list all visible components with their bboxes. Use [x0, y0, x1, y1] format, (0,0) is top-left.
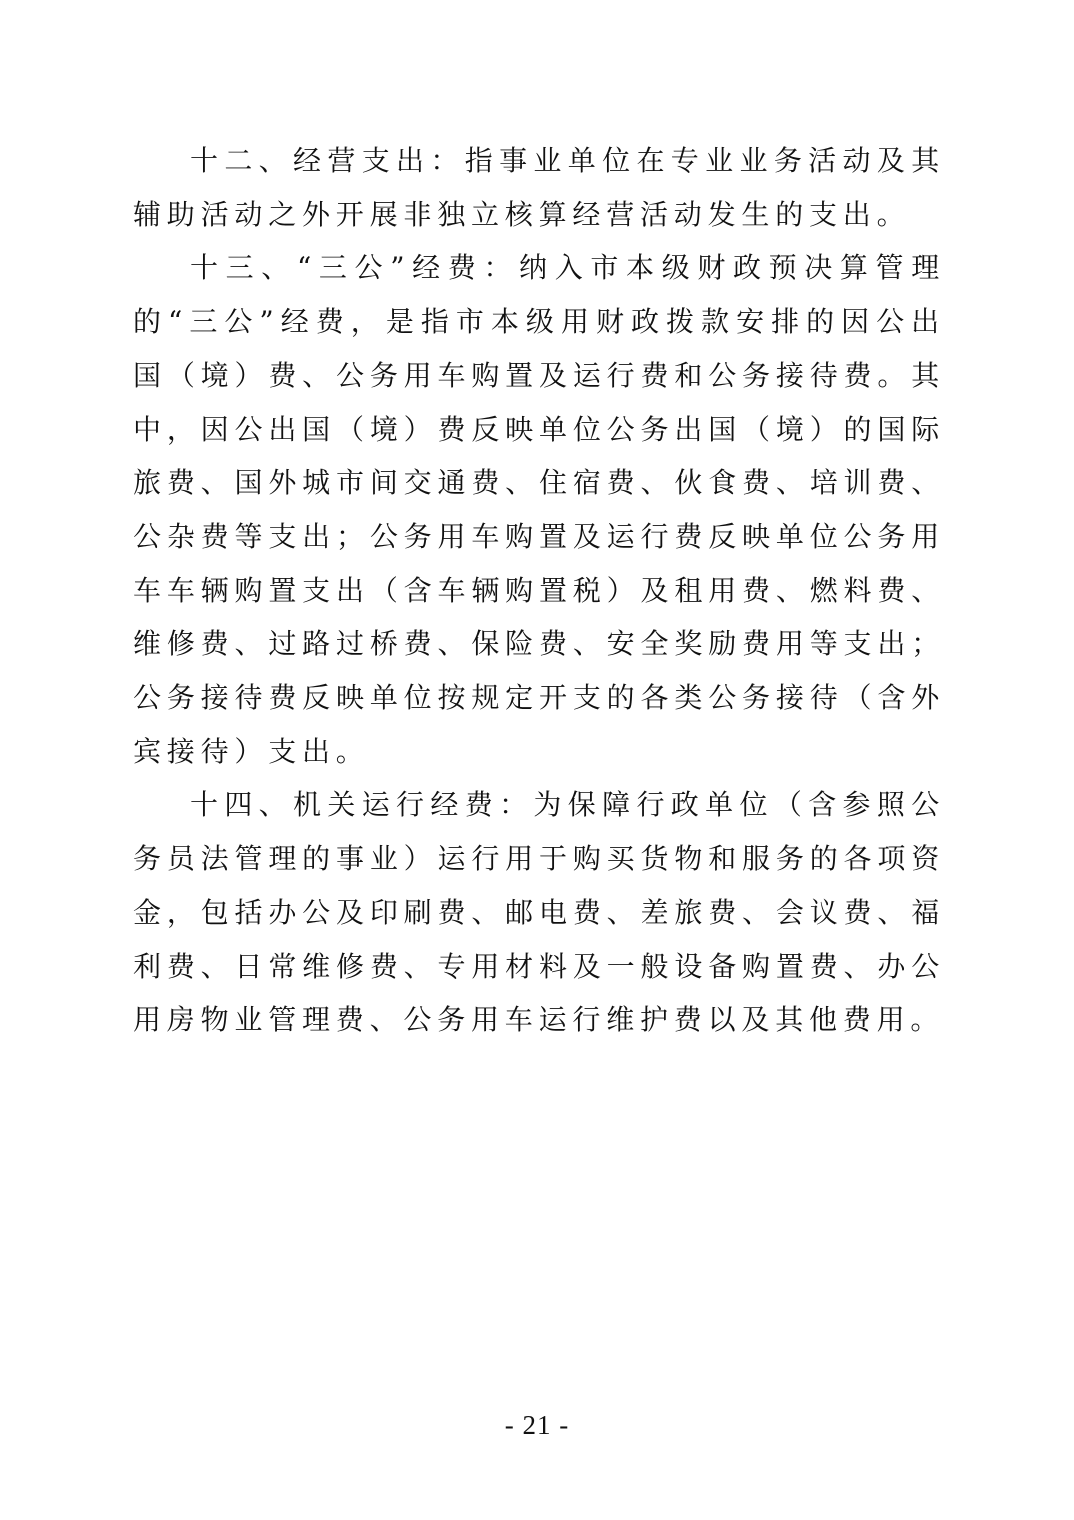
- paragraph-operating-expenditure: 十二、经营支出：指事业单位在专业业务活动及其辅助活动之外开展非独立核算经营活动发生的支出。: [133, 144, 945, 231]
- paragraph-agency-operating-expenses: 十四、机关运行经费：为保障行政单位（含参照公务员法管理的事业）运行用于购买货物和服务的各项资金，包括办公及印刷费、邮电费、差旅费、会议费、福利费、日常维修费、专用材料及一般设备购置费、办公用房物业管理费、公务用车运行维护费以及其他费用。: [133, 788, 945, 1037]
- paragraph-three-public-expenses: 十三、“三公”经费：纳入市本级财政预决算管理的“三公”经费，是指市本级用财政拨款安排的因公出国（境）费、公务用车购置及运行费和公务接待费。其中，因公出国（境）费反映单位公务出国（境）的国际旅费、国外城市间交通费、住宿费、伙食费、培训费、公杂费等支出；公务用车购置及运行费反映单位公务用车车辆购置支出（含车辆购置税）及租用费、燃料费、维修费、过路过桥费、保险费、安全奖励费用等支出；公务接待费反映单位按规定开支的各类公务接待（含外宾接待）支出。: [133, 251, 945, 768]
- page-number: - 21 -: [504, 1410, 570, 1440]
- document-body: [133, 134, 945, 1047]
